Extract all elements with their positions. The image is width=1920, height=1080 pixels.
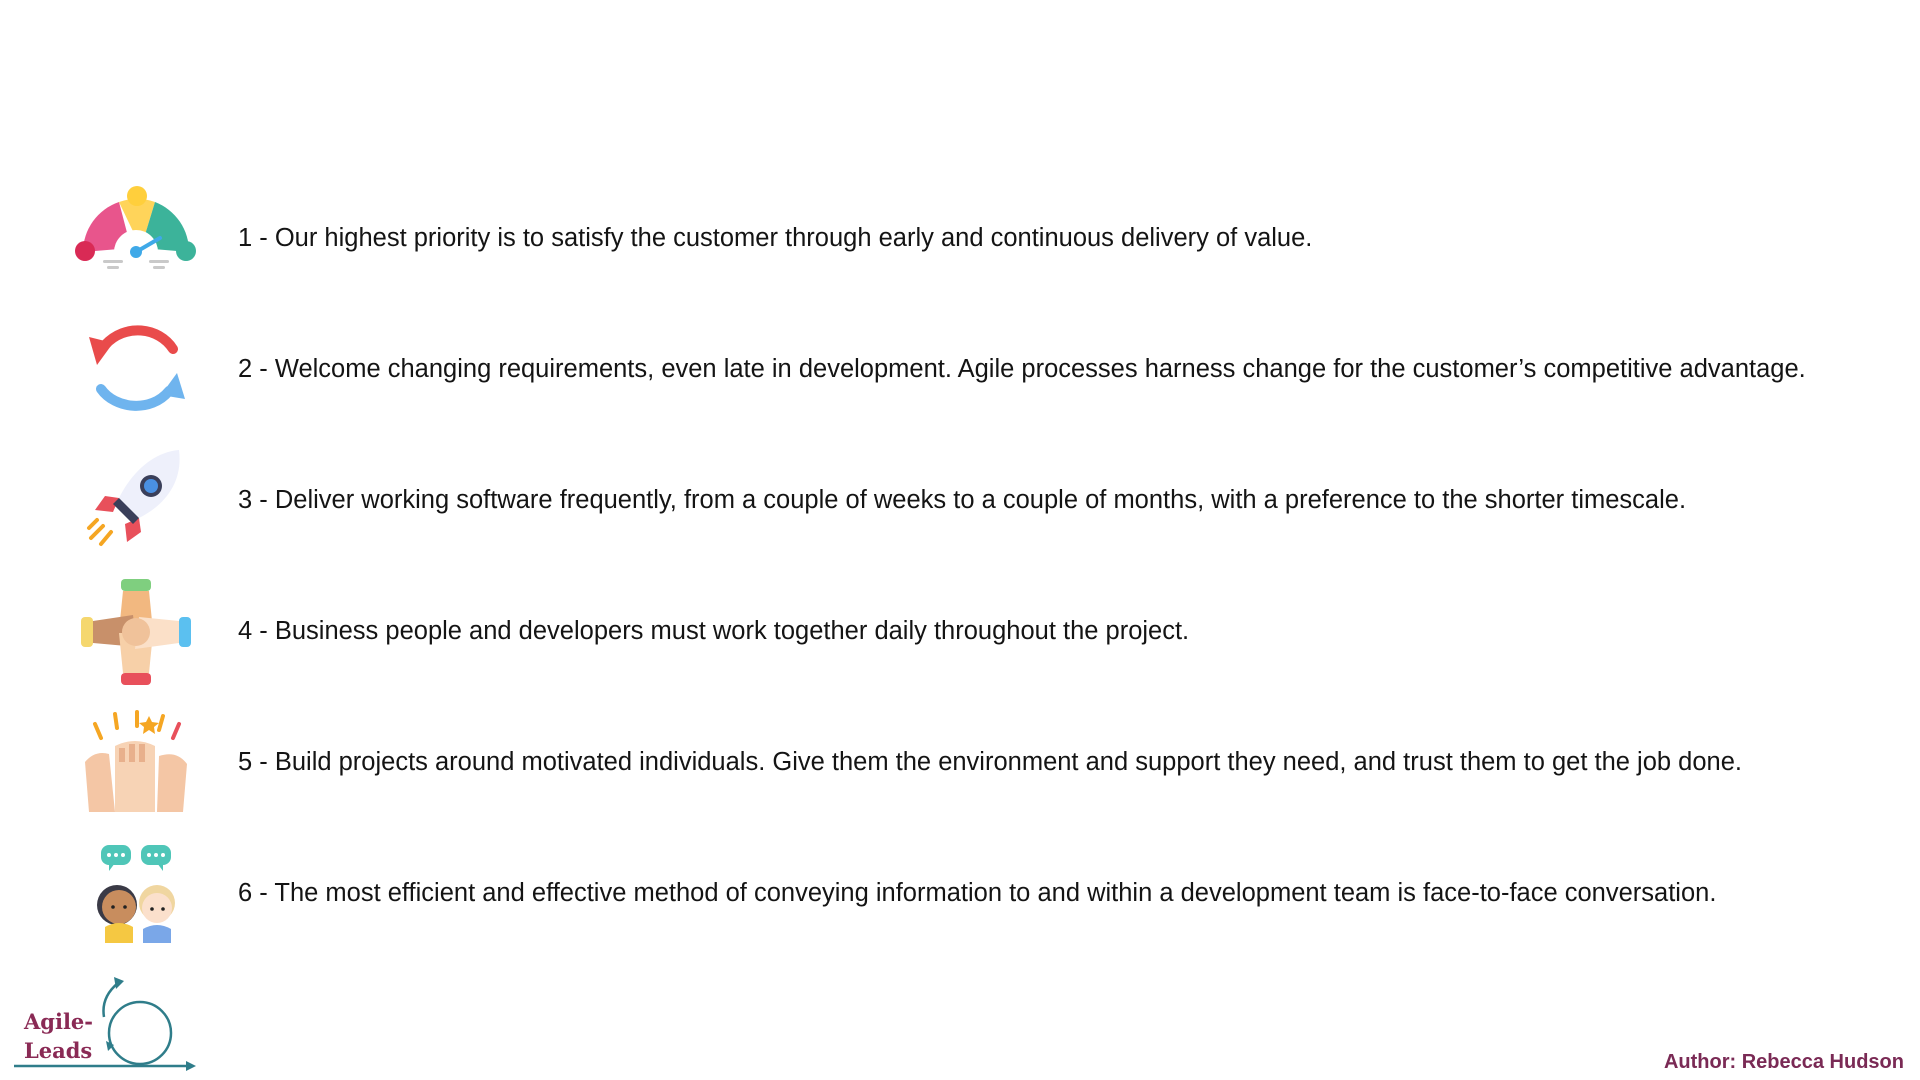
- agile-leads-logo: [10, 975, 200, 1075]
- principle-6: [0, 833, 1920, 953]
- change-arrows-icon: [75, 309, 197, 429]
- principle-5: [0, 702, 1920, 822]
- principle-4: [0, 571, 1920, 691]
- satisfaction-gauge-icon: [75, 178, 197, 298]
- raised-fists-icon: [75, 702, 197, 822]
- principle-4-text: 4 - Business people and developers must work together daily throughout the project.: [238, 616, 1190, 645]
- author-credit: Author: Rebecca Hudson: [1663, 1051, 1904, 1073]
- logo-line-1: Agile-: [24, 1009, 94, 1034]
- rocket-icon: [75, 440, 197, 560]
- principle-3: [0, 440, 1920, 560]
- logo-line-2: Leads: [24, 1038, 93, 1063]
- teamwork-hands-icon: [75, 571, 197, 691]
- principle-1: [0, 178, 1920, 298]
- principle-5-text: 5 - Build projects around motivated individuals. Give them the environment and support they need, and trust them to get the job done.: [238, 747, 1742, 776]
- principle-1-text: 1 - Our highest priority is to satisfy the customer through early and continuous delivery of value.: [238, 223, 1313, 252]
- logo-text: [24, 1007, 93, 1065]
- principle-2-text: 2 - Welcome changing requirements, even late in development. Agile processes harness change for the customer’s competitive advantage.: [238, 354, 1806, 383]
- principle-6-text: 6 - The most efficient and effective method of conveying information to and within a development team is face-to-face conversation.: [238, 878, 1717, 907]
- principle-3-text: 3 - Deliver working software frequently, from a couple of weeks to a couple of months, with a preference to the shorter timescale.: [238, 485, 1687, 514]
- principle-2: [0, 309, 1920, 429]
- conversation-people-icon: [75, 833, 197, 953]
